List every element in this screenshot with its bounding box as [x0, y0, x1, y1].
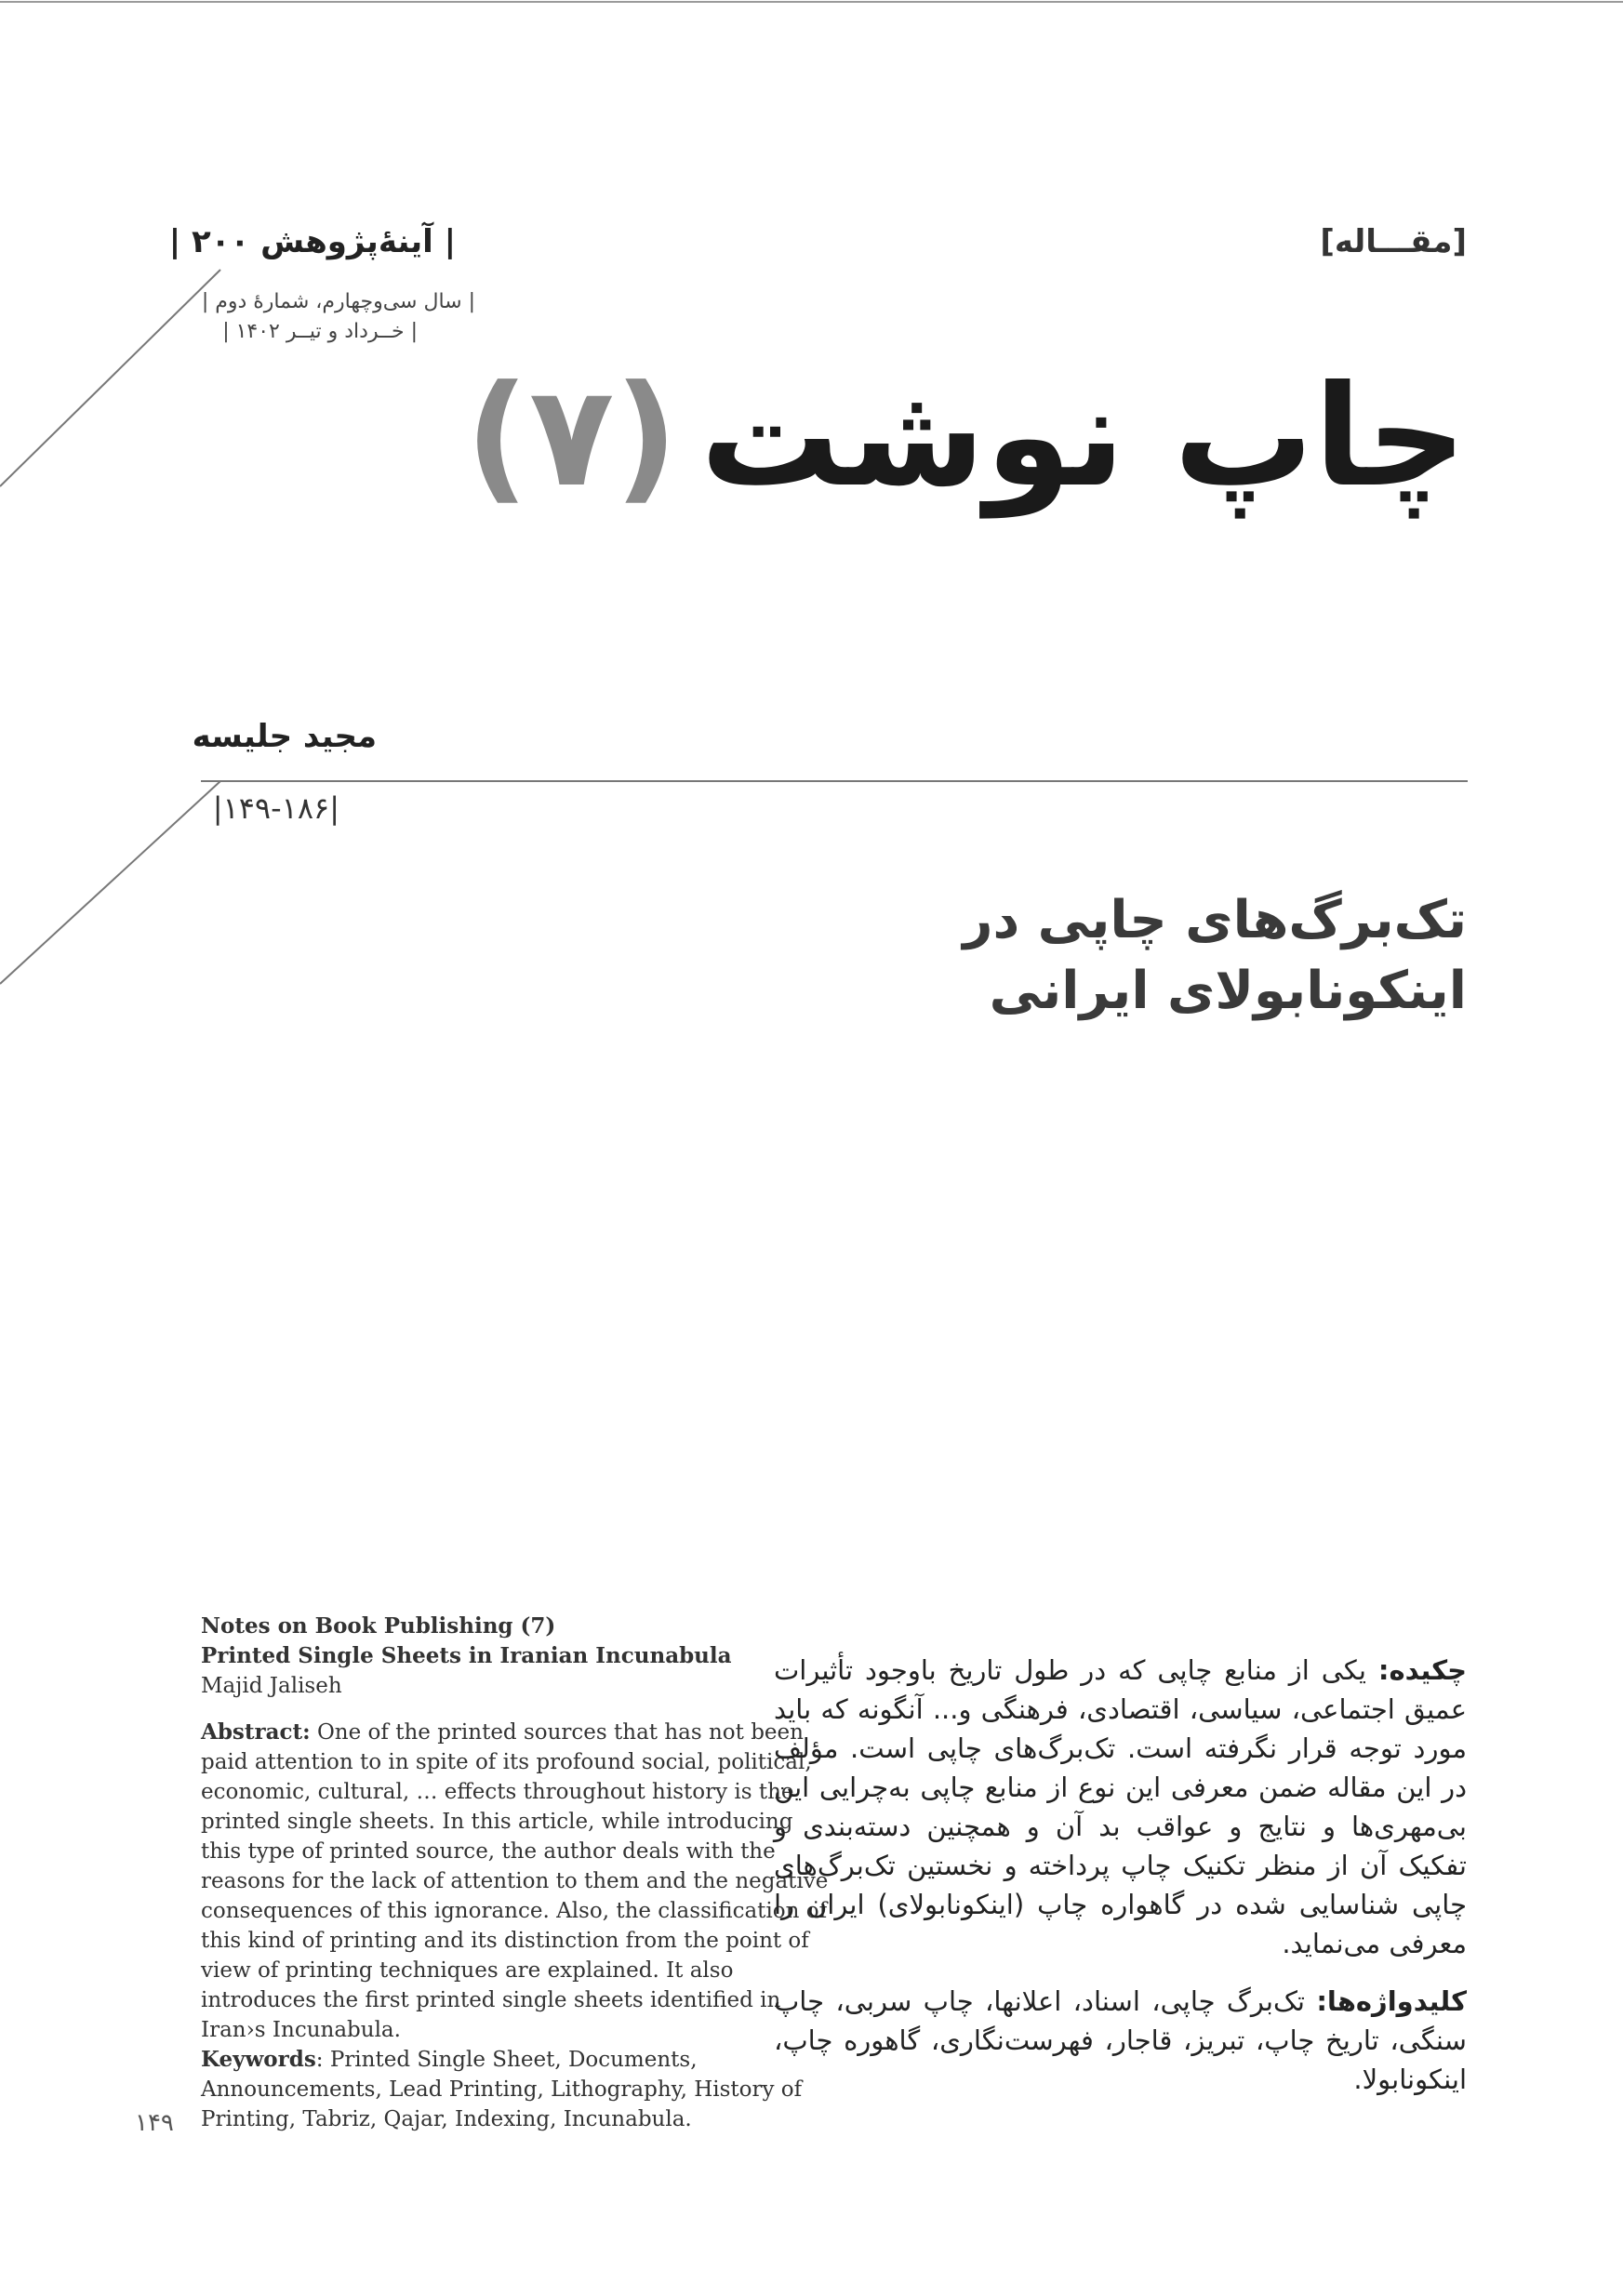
section-label: [مقـــاله]	[1320, 223, 1467, 260]
subtitle-line-1: تک‌برگ‌های چاپی در	[963, 890, 1467, 950]
issue-volume: | سال سی‌وچهارم، شمارۀ دوم |	[201, 290, 475, 313]
persian-keywords-text: تک‌برگ چاپی، اسناد، اعلانها، چاپ سربی، چاپ سنگی، تاریخ چاپ، تبریز، قاجار، فهرست‌نگاری، گاهوره چاپ، اینکونابولا.	[774, 1985, 1467, 2095]
english-keywords	[201, 2045, 830, 2134]
persian-keywords	[774, 1982, 1467, 2099]
persian-abstract	[774, 1651, 1467, 1963]
main-title	[465, 356, 1467, 518]
page-number: ۱۴۹	[135, 2109, 174, 2137]
english-author: Majid Jaliseh	[201, 1674, 342, 1698]
subtitle-line-2: اینکونابولای ایرانی	[989, 960, 1467, 1021]
english-title-line-1: Notes on Book Publishing (7)	[201, 1613, 556, 1639]
english-abstract-column	[201, 1612, 830, 2134]
persian-keywords-label: کلیدواژه‌ها:	[1316, 1985, 1467, 2017]
page-range: |۱۴۹-۱۸۶|	[212, 790, 339, 826]
issue-date: | خــرداد و تیــر ۱۴۰۲ |	[222, 320, 418, 343]
english-abstract-text: One of the printed sources that has not been paid attention to in spite of its profound social, political, economic, cultural, … effects throughout history is the printed single sheets. In this article, while introducing this type of printed source, the author deals with the reasons for the lack of attention to them and the negative consequences of this ignorance. Also, the classification of this kind of printing and its distinction from the point of view of printing techniques are explained. It also introduces the first printed single sheets identified in Iran›s Incunabula.	[201, 1720, 829, 2042]
article-subtitle	[723, 885, 1467, 1026]
persian-abstract-label: چکیده:	[1377, 1654, 1467, 1686]
author-name: مجید جلیسه	[192, 718, 377, 755]
main-title-text: چاپ نوشت	[699, 356, 1467, 518]
english-abstract	[201, 1718, 830, 2045]
main-title-number: (۷)	[465, 356, 678, 518]
diagonal-rule-1	[0, 270, 220, 486]
diagonal-rule-2	[0, 781, 220, 984]
persian-abstract-text: یکی از منابع چاپی که در طول تاریخ باوجود تأثیرات عمیق اجتماعی، سیاسی، اقتصادی، فرهنگی و... آنگونه که باید مورد توجه قرار نگرفته است. تک‌برگ‌های چاپی است. مؤلف در این مقاله ضمن معرفی این نوع از منابع چاپی به‌چرایی این بی‌مهری‌ها و نتایج و عواقب بد آن و همچنین دسته‌بندی و تفکیک آن از منظر تکنیک چاپ پرداخته و نخستین تک‌برگ‌های چاپی شناسایی شده در گاهواره چاپ (اینکونابولای) ایران را معرفی می‌نماید.	[774, 1654, 1467, 1959]
persian-abstract-column	[774, 1651, 1467, 2099]
english-keywords-text: : Printed Single Sheet, Documents, Announcements, Lead Printing, Lithography, History of Printing, Tabriz, Qajar, Indexing, Incunabula.	[201, 2048, 803, 2131]
journal-name: | آینۀپژوهش ۲۰۰ |	[168, 223, 456, 260]
english-title-line-2: Printed Single Sheets in Iranian Incunabula	[201, 1643, 732, 1668]
english-abstract-label: Abstract:	[201, 1719, 311, 1745]
english-keywords-label: Keywords	[201, 2047, 316, 2072]
